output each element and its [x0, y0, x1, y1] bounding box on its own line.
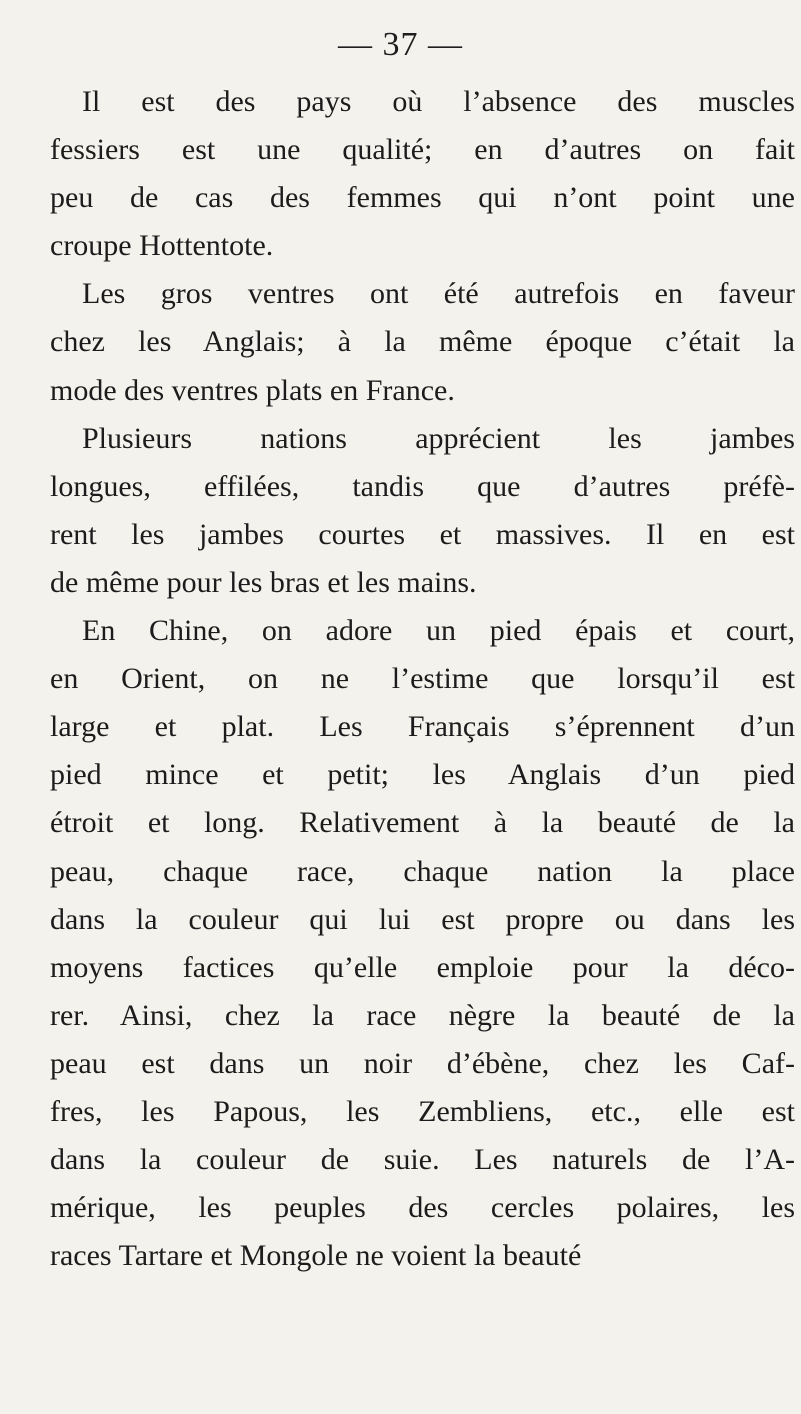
- text-line: peau est dans un noir d’ébène, chez les Caf-: [50, 1046, 795, 1080]
- text-line: fres, les Papous, les Zembliens, etc., elle est: [50, 1094, 795, 1128]
- text-line: pied mince et petit; les Anglais d’un pied: [50, 758, 795, 792]
- text-line: mérique, les peuples des cercles polaires, les: [50, 1191, 795, 1225]
- text-line: Les gros ventres ont été autrefois en faveur: [82, 277, 795, 311]
- text-line: peau, chaque race, chaque nation la place: [50, 854, 795, 888]
- text-line: En Chine, on adore un pied épais et court,: [82, 614, 795, 648]
- text-line: rer. Ainsi, chez la race nègre la beauté de la: [50, 998, 795, 1032]
- text-line: Plusieurs nations apprécient les jambes: [82, 421, 795, 455]
- text-line: dans la couleur qui lui est propre ou dans les: [50, 902, 795, 936]
- text-line: races Tartare et Mongole ne voient la beauté: [50, 1239, 582, 1273]
- text-line: peu de cas des femmes qui n’ont point une: [50, 181, 795, 215]
- text-line: de même pour les bras et les mains.: [50, 565, 477, 599]
- text-line: large et plat. Les Français s’éprennent d’un: [50, 710, 795, 744]
- text-line: chez les Anglais; à la même époque c’était la: [50, 325, 795, 359]
- text-line: longues, effilées, tandis que d’autres préfè-: [50, 469, 795, 503]
- text-line: rent les jambes courtes et massives. Il en est: [50, 517, 795, 551]
- text-line: en Orient, on ne l’estime que lorsqu’il est: [50, 662, 795, 696]
- text-line: étroit et long. Relativement à la beauté de la: [50, 806, 795, 840]
- text-line: mode des ventres plats en France.: [50, 373, 455, 407]
- text-line: fessiers est une qualité; en d’autres on fait: [50, 133, 795, 167]
- body-text: [50, 78, 795, 1280]
- text-line: croupe Hottentote.: [50, 229, 274, 263]
- page-number: — 37 —: [338, 26, 463, 63]
- text-line: moyens factices qu’elle emploie pour la déco-: [50, 950, 795, 984]
- text-line: dans la couleur de suie. Les naturels de l’A-: [50, 1143, 795, 1177]
- text-line: Il est des pays où l’absence des muscles: [82, 85, 795, 118]
